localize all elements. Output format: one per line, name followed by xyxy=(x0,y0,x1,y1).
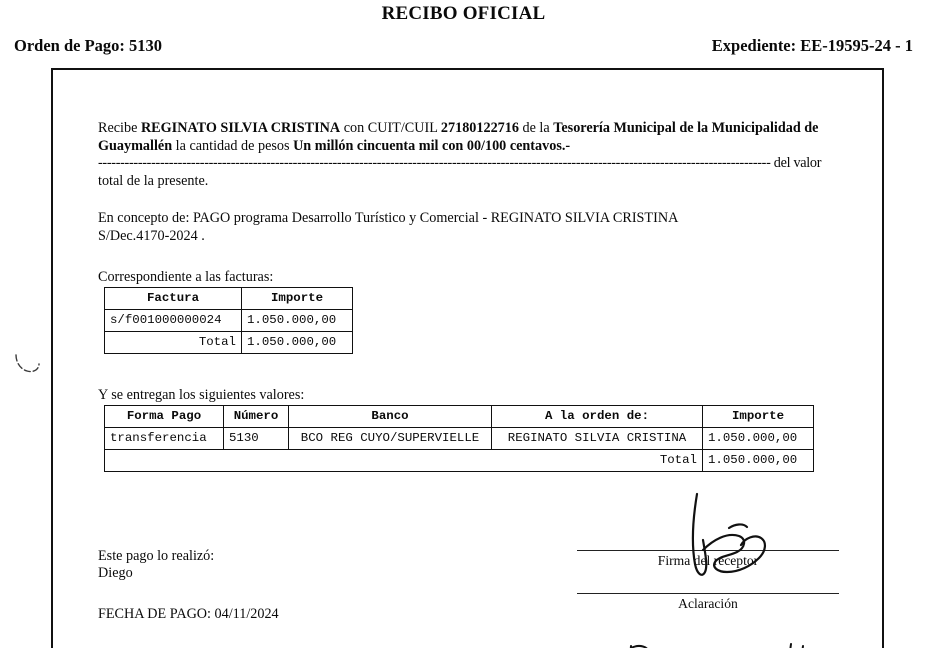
fecha-de-pago: FECHA DE PAGO: 04/11/2024 xyxy=(98,606,279,622)
facturas-table xyxy=(104,287,353,354)
table-header-row xyxy=(105,406,814,428)
table-row xyxy=(105,428,814,450)
cell-forma-pago: transferencia xyxy=(105,428,224,450)
orden-de-pago: Orden de Pago: 5130 xyxy=(14,36,163,55)
cell-factura: s/f001000000024 xyxy=(105,310,242,332)
cuit-label: con CUIT/CUIL xyxy=(340,120,441,136)
valores-table xyxy=(104,405,814,472)
col-forma-pago: Forma Pago xyxy=(105,406,224,428)
aclaracion-label: Aclaración xyxy=(678,596,738,611)
cell-banco: BCO REG CUYO/SUPERVIELLE xyxy=(289,428,492,450)
col-importe: Importe xyxy=(242,288,353,310)
facturas-caption: Correspondiente a las facturas: xyxy=(98,269,274,285)
tesoreria-name: Tesorería Municipal de la Municipalidad de Guaymallén xyxy=(98,120,819,154)
page-title: RECIBO OFICIAL xyxy=(381,3,546,24)
margin-pen-mark xyxy=(12,352,46,378)
del-valor-text: del valor xyxy=(770,155,822,171)
cell-importe: 1.050.000,00 xyxy=(242,310,353,332)
de-la-text: de la xyxy=(518,120,554,136)
concepto-line-1: En concepto de: PAGO programa Desarrollo Turístico y Comercial - REGINATO SILVIA CRISTINA xyxy=(98,210,679,226)
pago-realizado-block xyxy=(98,548,214,582)
receipt-frame xyxy=(51,68,884,648)
cell-a-la-orden-de: REGINATO SILVIA CRISTINA xyxy=(492,428,703,450)
table-header-row xyxy=(105,288,353,310)
col-numero: Número xyxy=(224,406,289,428)
table-total-row xyxy=(105,450,814,472)
cell-total-label: Total xyxy=(105,450,703,472)
cuit-value: 27180122716 xyxy=(440,120,519,136)
expediente: Expediente: EE-19595-24 - 1 xyxy=(711,36,913,55)
cantidad-label: la cantidad de pesos xyxy=(172,137,294,154)
handwritten-aclaracion xyxy=(625,640,843,648)
table-total-row xyxy=(105,332,353,354)
dashes-text: -------------------------------------------------------------------------------------------------------------------------------------------------------- xyxy=(98,155,771,171)
header-meta-row xyxy=(14,36,913,56)
filler-dashes xyxy=(98,155,846,173)
table-row xyxy=(105,310,353,332)
cell-total-importe: 1.050.000,00 xyxy=(242,332,353,354)
signature-block xyxy=(577,488,839,612)
cell-numero: 5130 xyxy=(224,428,289,450)
col-factura: Factura xyxy=(105,288,242,310)
paragraph-concepto xyxy=(98,210,798,245)
total-presente-text: total de la presente. xyxy=(98,172,209,189)
pago-realizado-name: Diego xyxy=(98,565,133,581)
paragraph-recibe xyxy=(98,120,846,190)
cell-total-importe: 1.050.000,00 xyxy=(703,450,814,472)
cell-total-label: Total xyxy=(105,332,242,354)
signature-space-firma xyxy=(577,488,839,550)
concepto-line-2: S/Dec.4170-2024 . xyxy=(98,227,205,244)
beneficiario-name: REGINATO SILVIA CRISTINA xyxy=(140,120,341,136)
cell-importe: 1.050.000,00 xyxy=(703,428,814,450)
recibe-lead: Recibe xyxy=(98,120,141,136)
col-a-la-orden-de: A la orden de: xyxy=(492,406,703,428)
monto-en-letras: Un millón cincuenta mil con 00/100 centavos.- xyxy=(293,137,571,154)
valores-caption: Y se entregan los siguientes valores: xyxy=(98,387,305,403)
signature-space-aclaracion xyxy=(577,569,839,593)
firma-del-receptor-label: Firma del receptor xyxy=(657,553,759,568)
pago-realizado-label: Este pago lo realizó: xyxy=(98,548,215,564)
col-importe: Importe xyxy=(703,406,814,428)
col-banco: Banco xyxy=(289,406,492,428)
